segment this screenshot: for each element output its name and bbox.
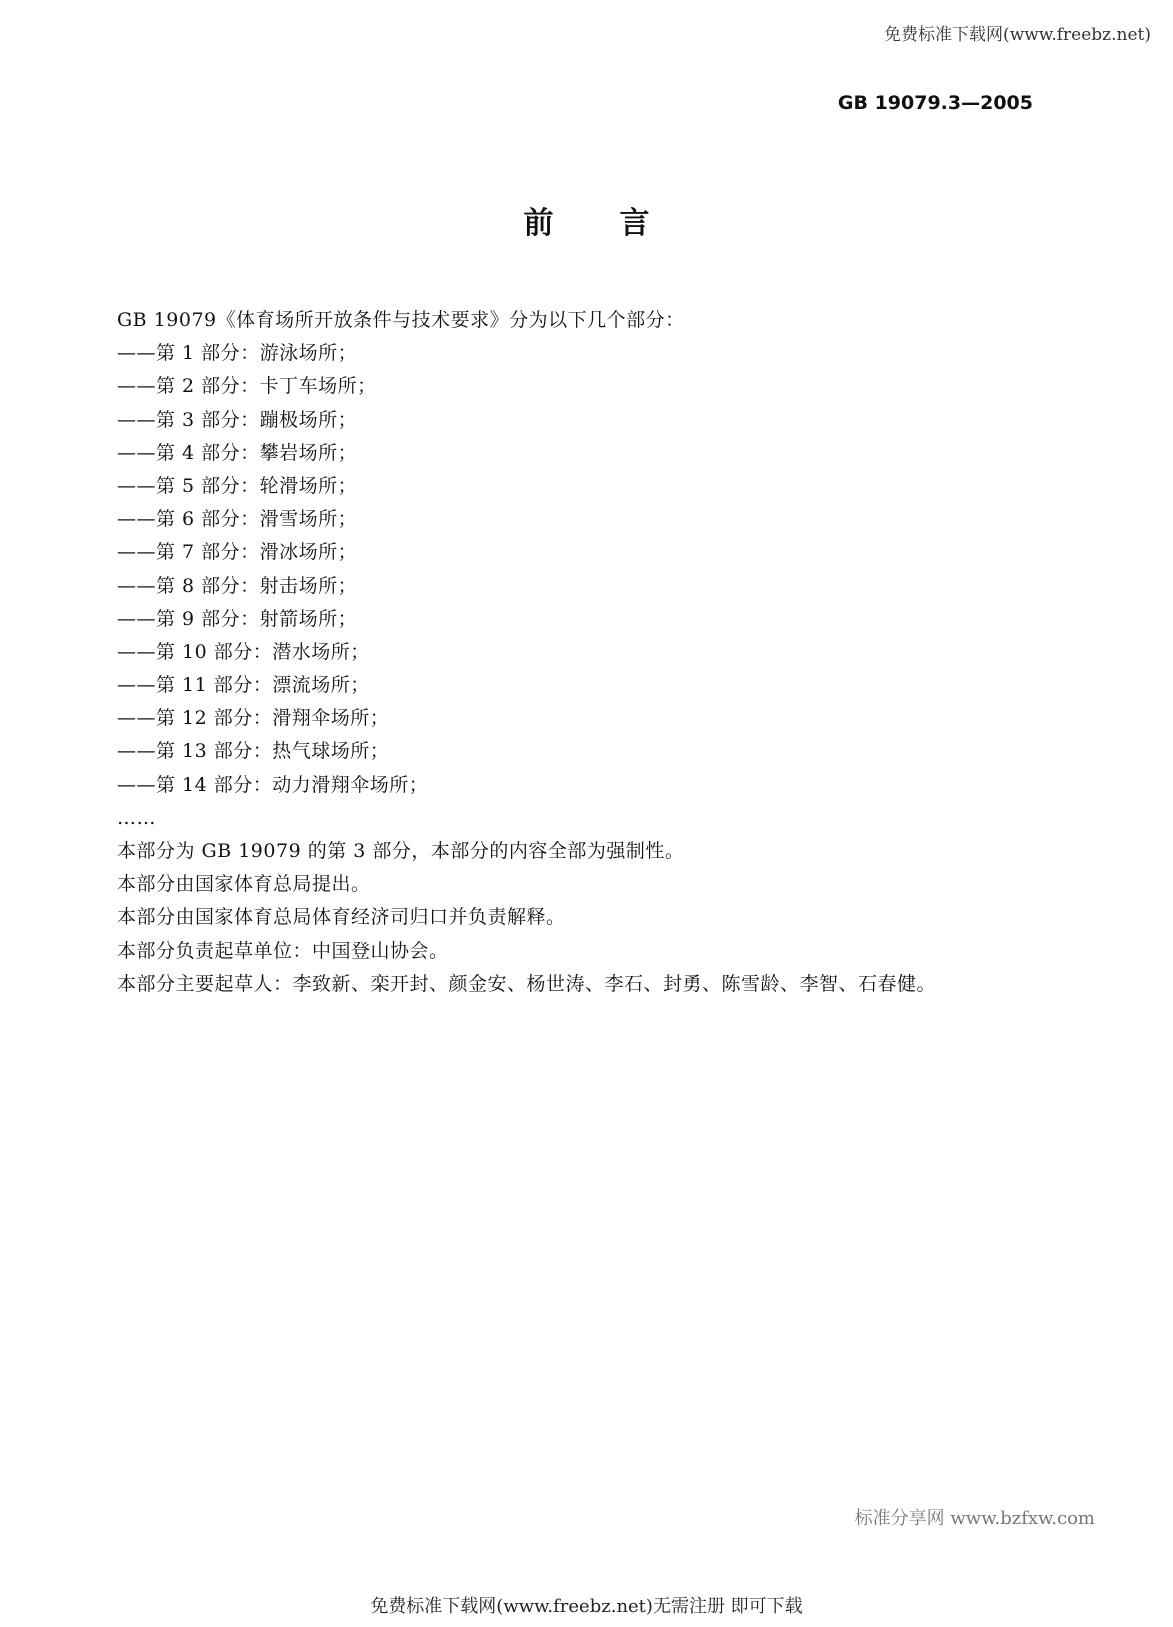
paragraph: 本部分为 GB 19079 的第 3 部分，本部分的内容全部为强制性。 xyxy=(117,840,685,862)
intro-paragraph: GB 19079《体育场所开放条件与技术要求》分为以下几个部分： xyxy=(117,309,685,331)
part-list-item: ——第 5 部分：轮滑场所； xyxy=(117,474,358,497)
site-watermark: 标准分享网 www.bzfxw.com xyxy=(854,1508,1095,1529)
part-list-item: ——第 3 部分：蹦极场所； xyxy=(117,408,358,431)
part-list-item: ——第 1 部分：游泳场所； xyxy=(117,342,358,365)
part-list-item: ——第 6 部分：滑雪场所； xyxy=(117,508,358,531)
list-ellipsis: …… xyxy=(117,806,156,829)
part-list-item: ——第 9 部分：射箭场所； xyxy=(117,607,358,630)
footer-watermark: 免费标准下载网(www.freebz.net)无需注册 即可下载 xyxy=(370,1596,803,1617)
paragraph: 本部分负责起草单位：中国登山协会。 xyxy=(117,939,449,962)
paragraph: 本部分由国家体育总局体育经济司归口并负责解释。 xyxy=(117,906,566,929)
part-list-item: ——第 11 部分：漂流场所； xyxy=(117,674,370,697)
standard-code: GB 19079.3—2005 xyxy=(837,92,1033,114)
header-watermark: 免费标准下载网(www.freebz.net) xyxy=(884,25,1151,45)
part-list-item: ——第 10 部分：潜水场所； xyxy=(117,640,370,663)
part-list-item: ——第 4 部分：攀岩场所； xyxy=(117,441,358,464)
part-list-item: ——第 13 部分：热气球场所； xyxy=(117,740,390,763)
part-list-item: ——第 8 部分：射击场所； xyxy=(117,574,358,597)
part-list-item: ——第 7 部分：滑冰场所； xyxy=(117,541,358,564)
part-list-item: ——第 2 部分：卡丁车场所； xyxy=(117,375,377,398)
part-list-item: ——第 14 部分：动力滑翔伞场所； xyxy=(117,773,429,796)
paragraph: 本部分由国家体育总局提出。 xyxy=(117,873,371,896)
part-list-item: ——第 12 部分：滑翔伞场所； xyxy=(117,707,390,730)
paragraph: 本部分主要起草人：李致新、栾开封、颜金安、杨世涛、李石、封勇、陈雪龄、李智、石春健。 xyxy=(117,972,937,995)
document-body xyxy=(117,304,1017,1001)
page-title: 前言 xyxy=(523,206,716,241)
